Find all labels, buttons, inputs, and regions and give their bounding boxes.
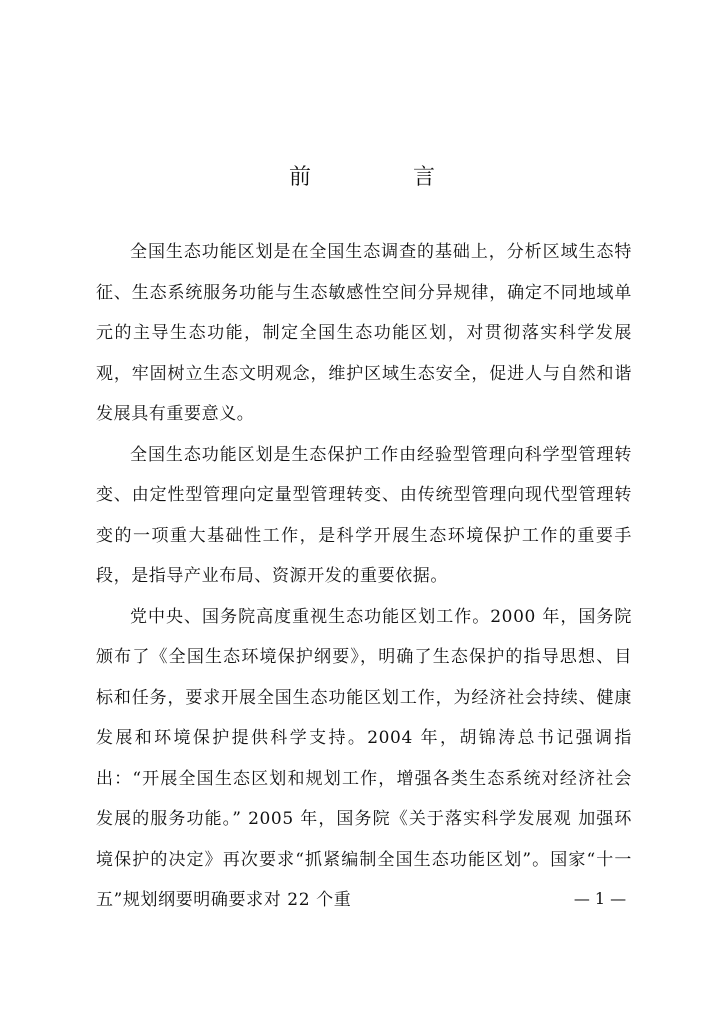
paragraph-1: 全国生态功能区划是在全国生态调查的基础上，分析区域生态特征、生态系统服务功能与生态敏感性空间分异规律，确定不同地域单元的主导生态功能，制定全国生态功能区划，对贯彻落实科学发展观，牢固树立生态文明观念，维护区域生态安全，促进人与自然和谐发展具有重要意义。 <box>96 242 632 424</box>
page-title: 前 言 <box>288 165 475 190</box>
paragraph-3: 党中央、国务院高度重视生态功能区划工作。2000 年，国务院颁布了《全国生态环境保护纲要》，明确了生态保护的指导思想、目标和任务，要求开展全国生态功能区划工作，为经济社会持续、健康发展和环境保护提供科学支持。2004 年，胡锦涛总书记强调指出：“开展全国生态区划和规划工作，增强各类生态系统对经济社会发展的服务功能。” 2005 年，国务院《关于落实科学发展观 加强环境保护的决定》再次要求“抓紧编制全国生态功能区划”。国家“十一五”规划纲要明确要求对 22 个重 <box>96 606 632 910</box>
body-text <box>96 232 632 921</box>
paragraph-2: 全国生态功能区划是生态保护工作由经验型管理向科学型管理转变、由定性型管理向定量型管理转变、由传统型管理向现代型管理转变的一项重大基础性工作，是科学开展生态环境保护工作的重要手段，是指导产业布局、资源开发的重要依据。 <box>96 444 632 586</box>
page-number: — 1 — <box>573 889 627 908</box>
